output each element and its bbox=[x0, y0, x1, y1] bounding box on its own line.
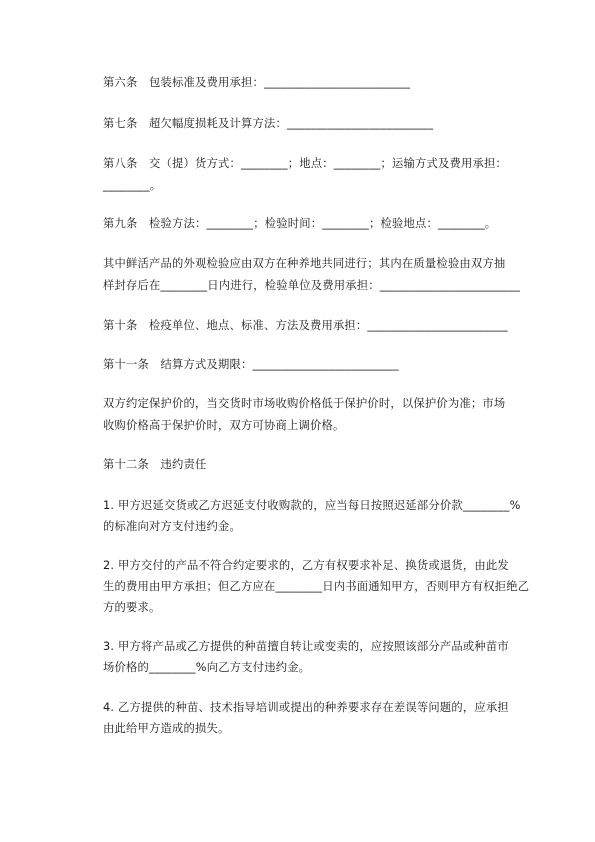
clause-6: 第六条 包装标准及费用承担：_________________________ bbox=[103, 76, 411, 89]
clause-12-item-1-line-1: 1. 甲方迟延交货或乙方迟延支付收购款的，应当每日按照迟延部分价款________% bbox=[103, 499, 521, 512]
clause-12-item-4-line-1: 4. 乙方提供的种苗、技术指导培训或提出的种养要求存在差误等问题的，应承担 bbox=[103, 701, 509, 714]
clause-10: 第十条 检疫单位、地点、标准、方法及费用承担：________________________ bbox=[103, 319, 508, 332]
clause-11: 第十一条 结算方式及期限：_________________________ bbox=[103, 358, 399, 371]
clause-8-line-1: 第八条 交（提）货方式：________；地点：________；运输方式及费用承担： bbox=[103, 157, 507, 170]
clause-9-extra-line-1: 其中鲜活产品的外观检验应由双方在种养地共同进行；其内在质量检验由双方抽 bbox=[103, 257, 506, 270]
clause-11-extra-line-1: 双方约定保护价的，当交货时市场收购价格低于保护价时，以保护价为准；市场 bbox=[103, 397, 506, 410]
clause-12-title: 第十二条 违约责任 bbox=[103, 458, 207, 471]
clause-9: 第九条 检验方法：________；检验时间：________；检验地点：________。 bbox=[103, 217, 497, 230]
clause-7: 第七条 超欠幅度损耗及计算方法：_________________________ bbox=[103, 117, 434, 130]
clause-12-item-2-line-2: 生的费用由甲方承担；但乙方应在________日内书面通知甲方，否则甲方有权拒绝乙 bbox=[103, 580, 530, 593]
clause-12-item-4-line-2: 由此给甲方造成的损失。 bbox=[103, 722, 230, 735]
clause-12-item-3-line-2: 场价格的________%向乙方支付违约金。 bbox=[103, 661, 311, 674]
clause-8-line-2: ________。 bbox=[103, 179, 162, 192]
clause-11-extra-line-2: 收购价格高于保护价时，双方可协商上调价格。 bbox=[103, 419, 345, 432]
clause-9-extra-line-2: 样封存后在________日内进行，检验单位及费用承担：________________________ bbox=[103, 279, 521, 292]
clause-12-item-1-line-2: 的标准向对方支付违约金。 bbox=[103, 520, 241, 533]
clause-12-item-2-line-3: 方的要求。 bbox=[103, 601, 161, 614]
clause-12-item-2-line-1: 2. 甲方交付的产品不符合约定要求的，乙方有权要求补足、换货或退货，由此发 bbox=[103, 559, 509, 572]
clause-12-item-3-line-1: 3. 甲方将产品或乙方提供的种苗擅自转让或变卖的，应按照该部分产品或种苗市 bbox=[103, 640, 509, 653]
